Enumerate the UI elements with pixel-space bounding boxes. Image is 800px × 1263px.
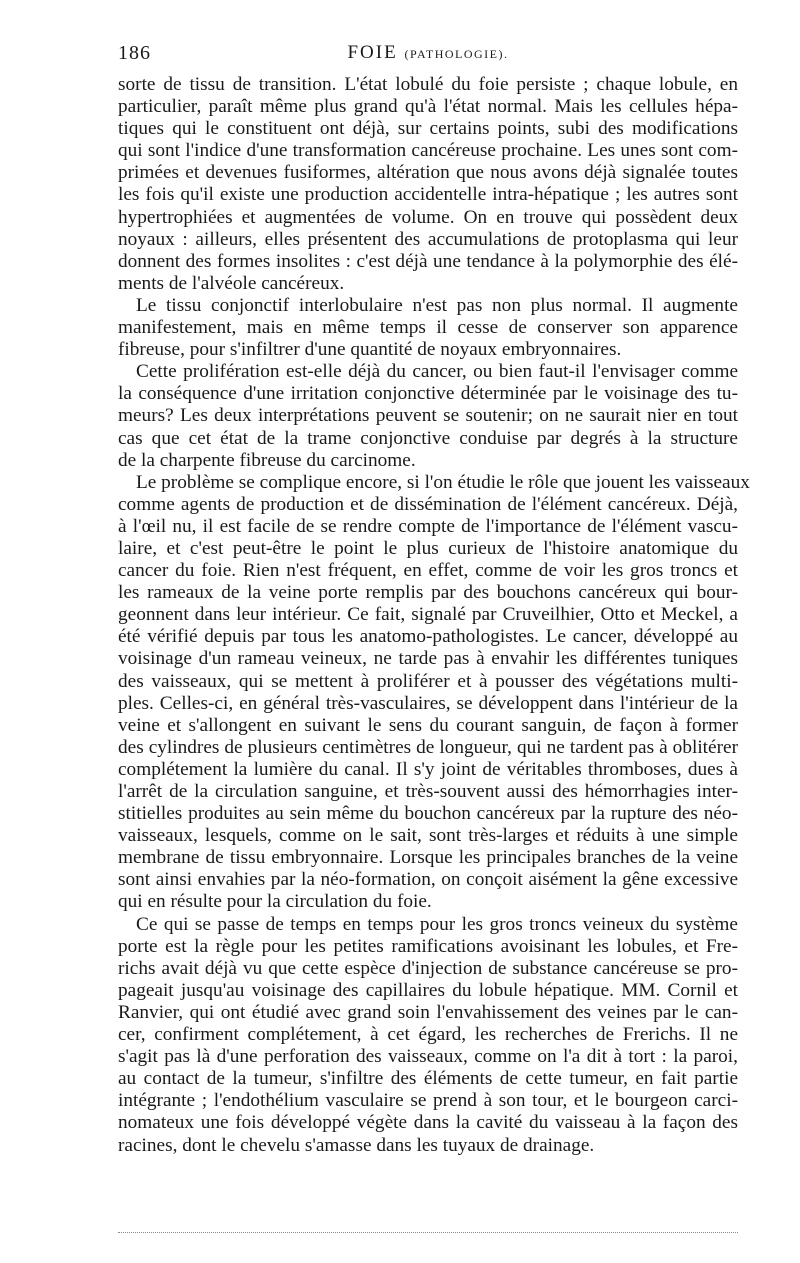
running-head-subtitle: (PATHOLOGIE). xyxy=(404,47,509,61)
text-line: Ce qui se passe de temps en temps pour les gros troncs veineux du système xyxy=(136,913,738,935)
text-line: fibreuse, pour s'infiltrer d'une quantité de noyaux embryonnaires. xyxy=(118,339,622,361)
text-line: au contact de la tumeur, s'infiltre des éléments de cette tumeur, en fait partie xyxy=(118,1068,738,1090)
text-line: des cylindres de plusieurs centimètres de longueur, qui ne tardent pas à oblitérer xyxy=(118,736,738,758)
text-line: noyaux : ailleurs, elles présentent des accumulations de protoplasma qui leur xyxy=(118,228,738,250)
text-line: cer, confirment complétement, à cet égard, les recherches de Frerichs. Il ne xyxy=(118,1024,738,1046)
body-text xyxy=(118,74,750,1157)
text-line: voisinage d'un rameau veineux, ne tarde pas à envahir les différentes tuniques xyxy=(118,648,738,670)
text-line: complétement la lumière du canal. Il s'y joint de véritables thromboses, dues à xyxy=(118,758,738,780)
text-line: sont ainsi envahies par la néo-formation, on conçoit aisément la gêne excessive xyxy=(118,869,738,891)
text-line: ples. Celles-ci, en général très-vasculaires, se développent dans l'intérieur de la xyxy=(118,692,738,714)
text-line: meurs? Les deux interprétations peuvent se soutenir; on ne saurait nier en tout xyxy=(118,405,738,427)
page-header xyxy=(118,42,738,72)
footer-rule xyxy=(118,1232,738,1233)
text-line: Le tissu conjonctif interlobulaire n'est pas non plus normal. Il augmente xyxy=(136,294,738,316)
text-line: donnent des formes insolites : c'est déjà une tendance à la polymorphie des élé- xyxy=(118,250,738,272)
text-line: qui sont l'indice d'une transformation cancéreuse prochaine. Les unes sont com- xyxy=(118,140,738,162)
text-line: racines, dont le chevelu s'amasse dans les tuyaux de drainage. xyxy=(118,1134,595,1156)
text-line: porte est la règle pour les petites ramifications avoisinant les lobules, et Fre- xyxy=(118,935,738,957)
text-line: primées et devenues fusiformes, altération que nous avons déjà signalée toutes xyxy=(118,162,738,184)
text-line: comme agents de production et de dissémination de l'élément cancéreux. Déjà, xyxy=(118,493,738,515)
text-line: les fois qu'il existe une production accidentelle intra-hépatique ; les autres sont xyxy=(118,184,738,206)
running-head-title: FOIE xyxy=(347,42,405,63)
running-head xyxy=(118,42,738,64)
text-line: geonnent dans leur intérieur. Ce fait, signalé par Cruveilhier, Otto et Meckel, a xyxy=(118,604,738,626)
text-line: hypertrophiées et augmentées de volume. On en trouve qui possèdent deux xyxy=(118,206,738,228)
text-line: veine et s'allongent en suivant le sens du courant sanguin, de façon à former xyxy=(118,714,738,736)
text-line: l'arrêt de la circulation sanguine, et très-souvent aussi des hémorrhagies inter- xyxy=(118,781,738,802)
text-line: Ranvier, qui ont étudié avec grand soin l'envahissement des veines par le can- xyxy=(118,1001,738,1023)
text-line: à l'œil nu, il est facile de se rendre compte de l'importance de l'élément vascu- xyxy=(118,515,738,537)
text-line: des vaisseaux, qui se mettent à proliférer et à pousser des végétations multi- xyxy=(118,670,738,692)
text-line: ments de l'alvéole cancéreux. xyxy=(118,272,345,294)
text-line: laire, et c'est peut-être le point le plus curieux de l'histoire anatomique du xyxy=(118,537,738,559)
page-number: 186 xyxy=(118,42,151,64)
text-line: qui en résulte pour la circulation du foie. xyxy=(118,891,432,913)
text-line: tiques qui le constituent ont déjà, sur certains points, subi des modifications xyxy=(118,118,738,140)
text-line: de la charpente fibreuse du carcinome. xyxy=(118,449,416,471)
text-line: s'agit pas là d'une perforation des vaisseaux, comme on l'a dit à tort : la paroi, xyxy=(118,1046,738,1068)
text-line: cas que cet état de la trame conjonctive conduise par degrés à la structure xyxy=(118,427,738,449)
text-line: vaisseaux, lesquels, comme on le sait, sont très-larges et réduits à une simple xyxy=(118,825,738,847)
text-line: les rameaux de la veine porte remplis par des bouchons cancéreux qui bour- xyxy=(118,582,738,604)
text-line: intégrante ; l'endothélium vasculaire se prend à son tour, et le bourgeon carci- xyxy=(118,1090,738,1112)
text-line: particulier, paraît même plus grand qu'à l'état normal. Mais les cellules hépa- xyxy=(118,96,738,118)
text-line: été vérifié depuis par tous les anatomo-pathologistes. Le cancer, développé au xyxy=(118,626,738,648)
text-line: la conséquence d'une irritation conjonctive déterminée par le voisinage des tu- xyxy=(118,383,738,405)
text-line: sorte de tissu de transition. L'état lobulé du foie persiste ; chaque lobule, en xyxy=(118,74,738,95)
text-line: membrane de tissu embryonnaire. Lorsque les principales branches de la veine xyxy=(118,847,738,869)
text-line: richs avait déjà vu que cette espèce d'injection de substance cancéreuse se pro- xyxy=(118,957,738,979)
text-line: nomateux une fois développé végète dans la cavité du vaisseau à la façon des xyxy=(118,1112,738,1134)
text-line: pageait jusqu'au voisinage des capillaires du lobule hépatique. MM. Cornil et xyxy=(118,979,738,1001)
text-line: Le problème se complique encore, si l'on étudie le rôle que jouent les vaisseaux xyxy=(136,471,750,493)
text-line: manifestement, mais en même temps il cesse de conserver son apparence xyxy=(118,317,738,339)
text-line: cancer du foie. Rien n'est fréquent, en effet, comme de voir les gros troncs et xyxy=(118,560,738,582)
text-line: stitielles produites au sein même du bouchon cancéreux par la rupture des néo- xyxy=(118,803,738,825)
text-line: Cette prolifération est-elle déjà du cancer, ou bien faut-il l'envisager comme xyxy=(136,361,738,383)
